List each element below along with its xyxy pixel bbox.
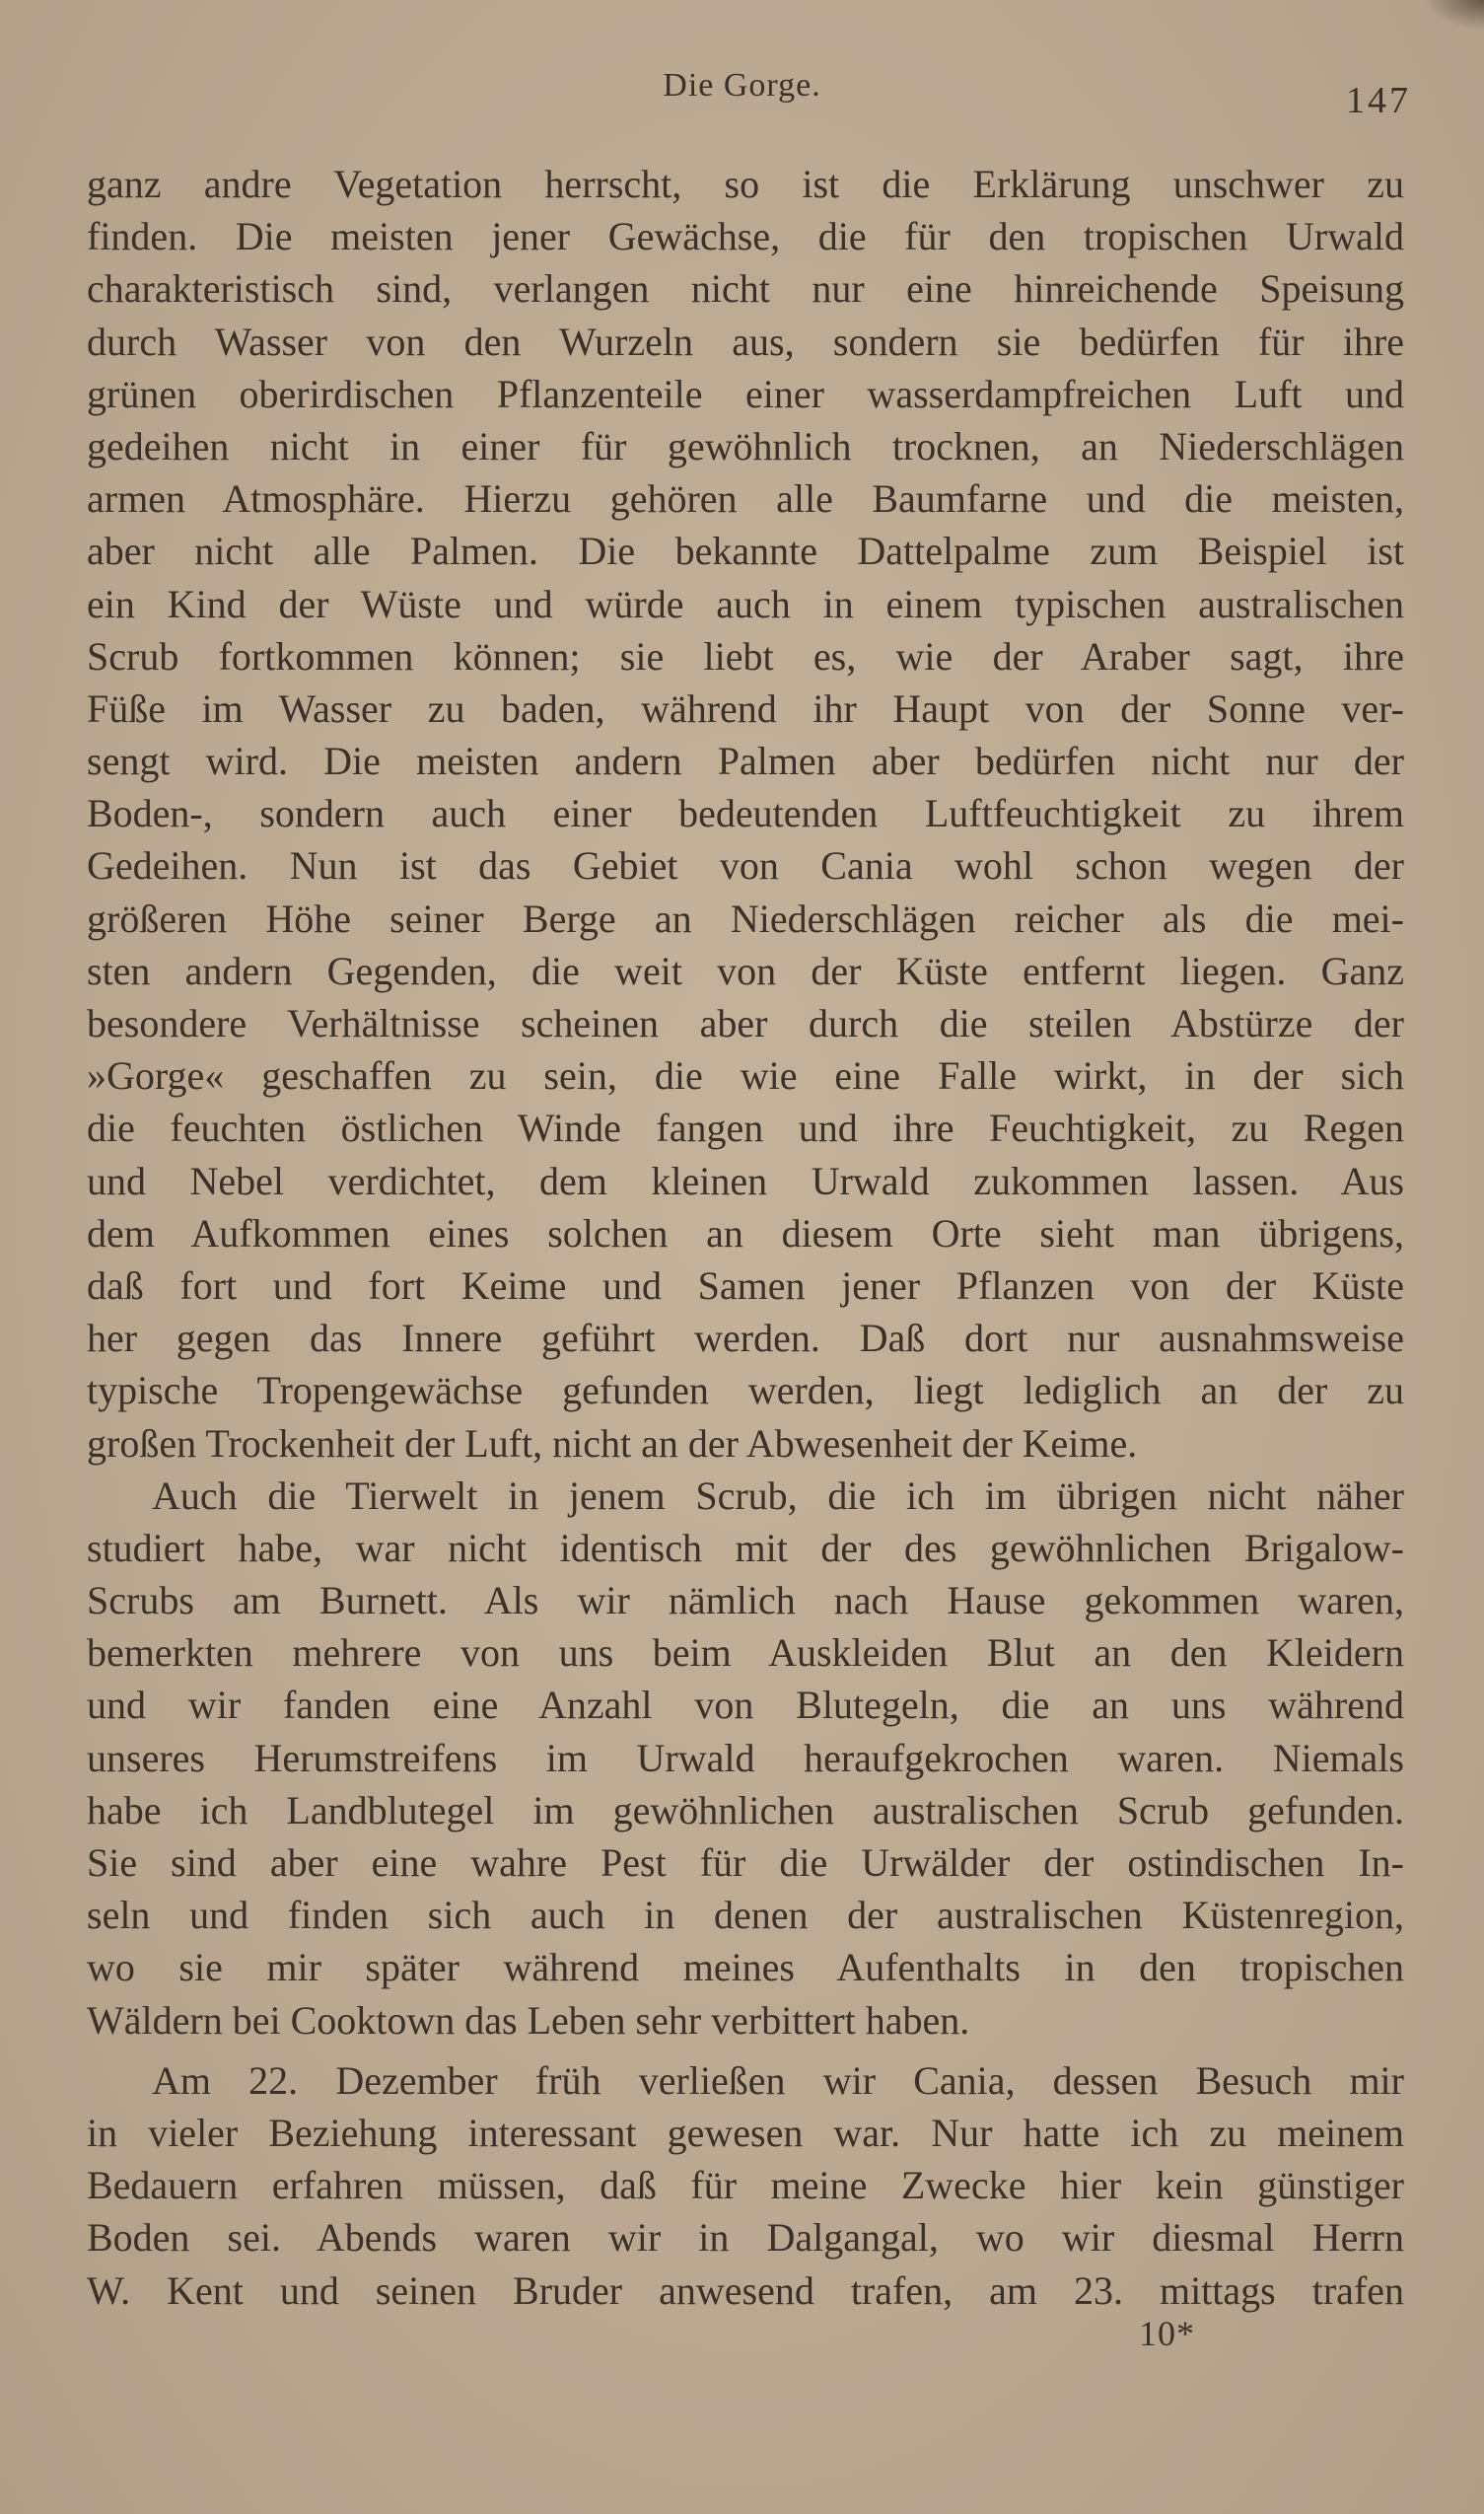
- text-line: Wäldern bei Cooktown das Leben sehr verbittert haben.: [87, 1997, 970, 2043]
- text-line: Sie sind aber eine wahre Pest für die Urwälder der ostindischen In-: [87, 1840, 1404, 1885]
- text-line: ganz andre Vegetation herrscht, so ist die Erklärung unschwer zu: [87, 162, 1404, 206]
- text-line: her gegen das Innere geführt werden. Daß dort nur ausnahmsweise: [87, 1316, 1404, 1361]
- text-line: Boden-, sondern auch einer bedeutenden Luftfeuchtigkeit zu ihrem: [87, 791, 1404, 836]
- text-line: Am 22. Dezember früh verließen wir Cania, dessen Besuch mir: [152, 2057, 1404, 2103]
- text-line: Gedeihen. Nun ist das Gebiet von Cania wohl schon wegen der: [87, 843, 1404, 889]
- text-line: »Gorge« geschaffen zu sein, die wie eine Falle wirkt, in der sich: [87, 1053, 1404, 1099]
- text-line: armen Atmosphäre. Hierzu gehören alle Baumfarne und die meisten,: [87, 476, 1404, 522]
- text-line: aber nicht alle Palmen. Die bekannte Dattelpalme zum Beispiel ist: [87, 529, 1404, 574]
- text-line: seln und finden sich auch in denen der australischen Küstenregion,: [87, 1893, 1404, 1938]
- body-text: [87, 158, 1404, 2317]
- page-number: 147: [1346, 80, 1411, 121]
- text-line: Scrubs am Burnett. Als wir nämlich nach Hause gekommen waren,: [87, 1578, 1404, 1623]
- text-line: habe ich Landblutegel im gewöhnlichen australischen Scrub gefunden.: [87, 1787, 1404, 1832]
- signature-mark: 10*: [1139, 2314, 1195, 2353]
- text-line: durch Wasser von den Wurzeln aus, sondern sie bedürfen für ihre: [87, 319, 1404, 364]
- text-line: W. Kent und seinen Bruder anwesend trafen, am 23. mittags trafen: [87, 2267, 1404, 2313]
- text-line: ein Kind der Wüste und würde auch in einem typischen australischen: [87, 581, 1404, 626]
- text-line: in vieler Beziehung interessant gewesen war. Nur hatte ich zu meinem: [87, 2110, 1404, 2155]
- text-line: sten andern Gegenden, die weit von der Küste entfernt liegen. Ganz: [87, 948, 1404, 993]
- text-line: sengt wird. Die meisten andern Palmen aber bedürfen nicht nur der: [87, 739, 1404, 784]
- text-line: Füße im Wasser zu baden, während ihr Haupt von der Sonne ver-: [87, 685, 1404, 731]
- text-line: und wir fanden eine Anzahl von Blutegeln, die an uns während: [87, 1683, 1404, 1728]
- text-line: besondere Verhältnisse scheinen aber durch die steilen Abstürze der: [87, 1001, 1404, 1045]
- text-line: grünen oberirdischen Pflanzenteile einer wasserdampfreichen Luft und: [87, 371, 1404, 416]
- text-line: Bedauern erfahren müssen, daß für meine Zwecke hier kein günstiger: [87, 2163, 1404, 2208]
- text-line: daß fort und fort Keime und Samen jener Pflanzen von der Küste: [87, 1262, 1404, 1308]
- text-line: größeren Höhe seiner Berge an Niederschlägen reicher als die mei-: [87, 896, 1404, 941]
- text-line: Auch die Tierwelt in jenem Scrub, die ich im übrigen nicht näher: [152, 1472, 1404, 1518]
- text-line: typische Tropengewächse gefunden werden, liegt lediglich an der zu: [87, 1368, 1404, 1413]
- text-line: finden. Die meisten jener Gewächse, die für den tropischen Urwald: [87, 214, 1404, 259]
- text-line: dem Aufkommen eines solchen an diesem Orte sieht man übrigens,: [87, 1210, 1404, 1256]
- page-edge-shadow: [1425, 0, 1484, 30]
- running-title: Die Gorge.: [663, 67, 821, 104]
- text-line: wo sie mir später während meines Aufenthalts in den tropischen: [87, 1945, 1404, 1990]
- text-line: gedeihen nicht in einer für gewöhnlich trocknen, an Niederschlägen: [87, 423, 1404, 468]
- text-line: großen Trockenheit der Luft, nicht an der Abwesenheit der Keime.: [87, 1420, 1138, 1466]
- text-line: studiert habe, war nicht identisch mit der des gewöhnlichen Brigalow-: [87, 1525, 1404, 1570]
- paragraph-gap: [87, 2047, 1404, 2054]
- text-line: die feuchten östlichen Winde fangen und ihre Feuchtigkeit, zu Regen: [87, 1106, 1404, 1151]
- text-line: Boden sei. Abends waren wir in Dalgangal, wo wir diesmal Herrn: [87, 2215, 1404, 2261]
- text-line: charakteristisch sind, verlangen nicht nur eine hinreichende Speisung: [87, 266, 1404, 312]
- text-line: unseres Herumstreifens im Urwald heraufgekrochen waren. Niemals: [87, 1735, 1404, 1780]
- text-line: und Nebel verdichtet, dem kleinen Urwald zukommen lassen. Aus: [87, 1158, 1404, 1203]
- text-line: Scrub fortkommen können; sie liebt es, wie der Araber sagt, ihre: [87, 633, 1404, 679]
- text-line: bemerkten mehrere von uns beim Auskleiden Blut an den Kleidern: [87, 1630, 1404, 1676]
